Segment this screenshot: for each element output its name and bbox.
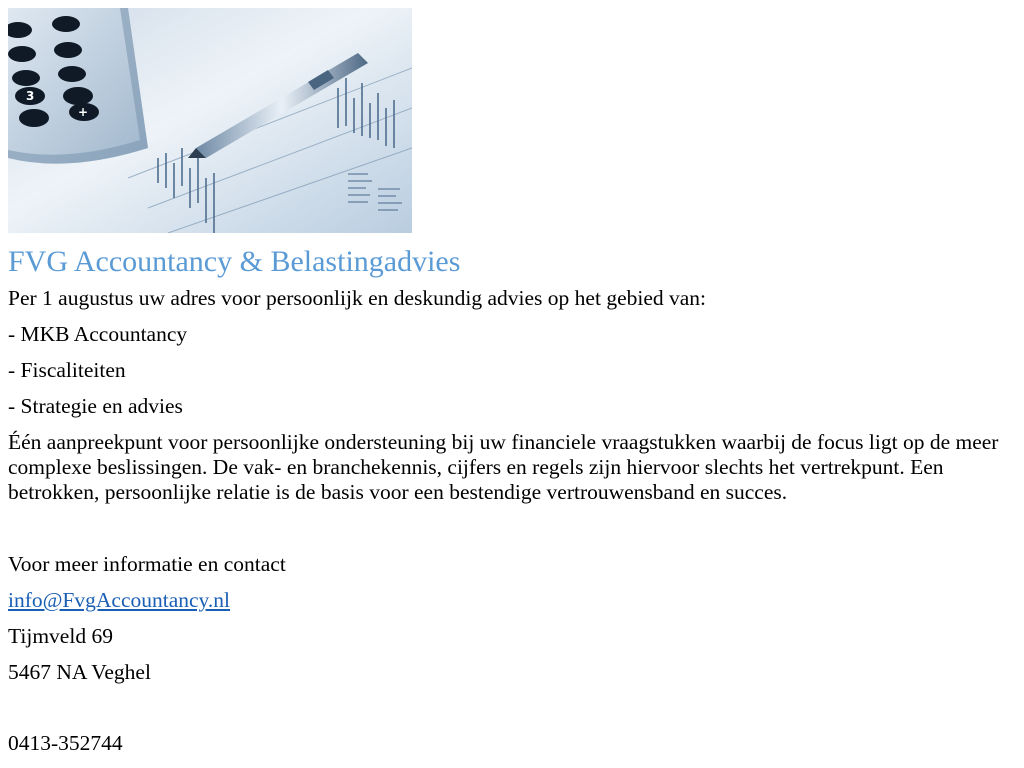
phone-number: 0413-352744 [8, 731, 123, 755]
email-link[interactable]: info@FvgAccountancy.nl [8, 588, 231, 612]
calc-key-plus: + [78, 105, 89, 119]
calc-key-3: 3 [26, 89, 35, 103]
address-street: Tijmveld 69 [8, 624, 113, 648]
description-text: Één aanpreekpunt voor persoonlijke ondersteuning bij uw financiele vraagstukken waarbij de focus ligt op de meer complexe beslissingen. De vak- en branchekennis, cijfers en regels zijn hiervoor slechts het vertrekpunt. Een betrokken, persoonlijke relatie is de basis voor een bestendige vertrouwensband en succes. [8, 430, 999, 504]
calculator-photo [8, 8, 412, 233]
hero-image [8, 8, 412, 233]
contact-heading: Voor meer informatie en contact [8, 552, 286, 576]
intro-text: Per 1 augustus uw adres voor persoonlijk en deskundig advies op het gebied van: [8, 286, 707, 310]
service-item: - Fiscaliteiten [8, 358, 126, 382]
page-title: FVG Accountancy & Belastingadvies [8, 245, 461, 278]
service-item: - Strategie en advies [8, 394, 183, 418]
service-item: - MKB Accountancy [8, 322, 188, 346]
page-content [8, 8, 1016, 756]
address-city: 5467 NA Veghel [8, 660, 151, 684]
